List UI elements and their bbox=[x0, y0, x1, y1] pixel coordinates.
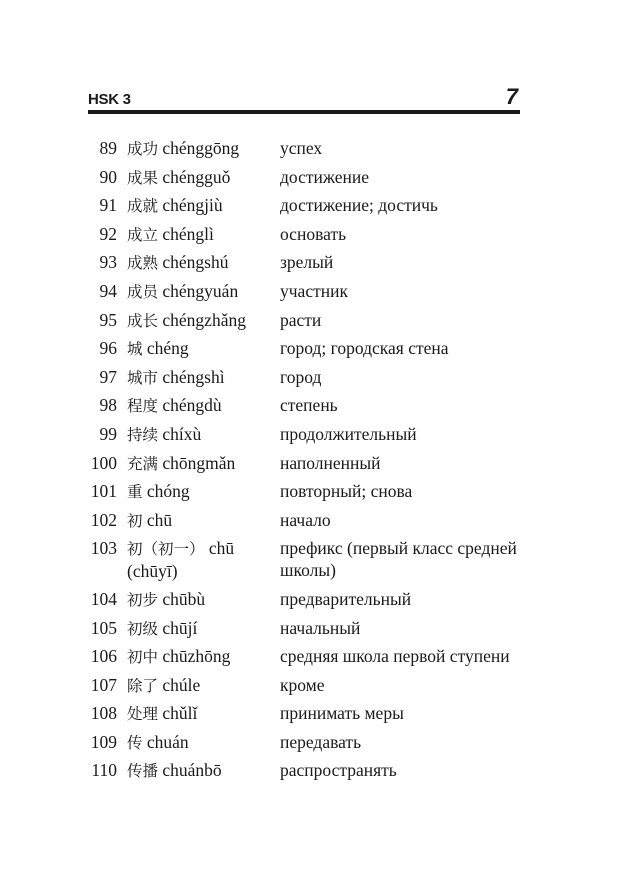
entry-hanzi: 重 bbox=[127, 483, 143, 502]
entry-word bbox=[117, 194, 278, 217]
entry-number: 93 bbox=[99, 252, 117, 273]
entry-pinyin: chéngshì bbox=[162, 366, 225, 387]
entry-word bbox=[117, 223, 278, 246]
entry-translation: распространять bbox=[280, 760, 397, 781]
entry-number: 90 bbox=[99, 166, 117, 187]
vocab-entry bbox=[88, 480, 520, 503]
vocab-entry bbox=[88, 617, 520, 640]
entry-number: 100 bbox=[90, 452, 117, 473]
running-header-label: HSK 3 bbox=[88, 91, 131, 108]
entry-pinyin: chéngzhǎng bbox=[162, 309, 246, 330]
entry-hanzi: 初（初一） bbox=[127, 540, 205, 559]
vocab-entry bbox=[88, 452, 520, 475]
entry-word bbox=[117, 251, 278, 274]
entry-word bbox=[117, 337, 278, 360]
entry-number: 106 bbox=[90, 646, 117, 667]
entry-number: 96 bbox=[99, 338, 117, 359]
entry-word bbox=[117, 645, 278, 668]
vocab-entry bbox=[88, 223, 520, 246]
entry-hanzi: 处理 bbox=[127, 705, 159, 724]
entry-pinyin: chūbù bbox=[162, 588, 206, 609]
vocab-entry bbox=[88, 423, 520, 446]
entry-translation: предварительный bbox=[280, 588, 412, 609]
vocab-entry bbox=[88, 280, 520, 303]
vocab-entry bbox=[88, 731, 520, 754]
vocab-entry bbox=[88, 137, 520, 160]
entry-translation: начальный bbox=[280, 617, 361, 638]
entry-translation: основать bbox=[280, 223, 347, 244]
entry-word bbox=[117, 731, 278, 754]
entry-translation: принимать меры bbox=[280, 703, 404, 724]
vocab-entry bbox=[88, 194, 520, 217]
entry-number: 110 bbox=[91, 760, 117, 781]
entry-number: 99 bbox=[99, 423, 117, 444]
vocabulary-list bbox=[88, 137, 520, 788]
entry-word bbox=[117, 137, 278, 160]
entry-number: 103 bbox=[90, 538, 117, 559]
entry-word bbox=[117, 702, 278, 725]
entry-translation: зрелый bbox=[280, 252, 334, 273]
entry-pinyin: chōngmǎn bbox=[162, 452, 236, 473]
entry-hanzi: 初步 bbox=[127, 590, 159, 609]
entry-hanzi: 成果 bbox=[127, 168, 159, 187]
entry-translation: город; городская стена bbox=[280, 338, 449, 359]
entry-hanzi: 初中 bbox=[127, 648, 159, 667]
entry-pinyin: chéng bbox=[146, 338, 189, 359]
entry-word bbox=[117, 759, 278, 782]
vocab-entry bbox=[88, 166, 520, 189]
entry-translation: достижение bbox=[280, 166, 369, 187]
entry-hanzi: 成长 bbox=[127, 311, 159, 330]
entry-pinyin: chéngguǒ bbox=[162, 166, 231, 187]
entry-pinyin: chénglì bbox=[162, 223, 214, 244]
entry-word bbox=[117, 394, 278, 417]
entry-pinyin: chóng bbox=[146, 481, 190, 502]
entry-number: 109 bbox=[90, 731, 117, 752]
entry-hanzi: 传 bbox=[127, 733, 143, 752]
entry-translation: средняя школа первой ступени bbox=[280, 646, 510, 667]
entry-translation: город bbox=[280, 366, 322, 387]
entry-pinyin: chǔlǐ bbox=[162, 703, 198, 724]
vocab-entry bbox=[88, 588, 520, 611]
entry-word bbox=[117, 509, 278, 532]
entry-pinyin: chéngshú bbox=[162, 252, 229, 273]
vocab-entry bbox=[88, 674, 520, 697]
vocab-entry bbox=[88, 537, 520, 582]
entry-hanzi: 城 bbox=[127, 340, 143, 359]
entry-pinyin: chénggōng bbox=[162, 138, 240, 158]
entry-hanzi: 城市 bbox=[127, 368, 159, 387]
entry-translation: успех bbox=[280, 138, 323, 158]
vocab-entry bbox=[88, 394, 520, 417]
entry-translation: кроме bbox=[280, 674, 325, 695]
entry-translation: передавать bbox=[280, 731, 362, 752]
entry-word bbox=[117, 617, 278, 640]
entry-word bbox=[117, 309, 278, 332]
entry-translation: продолжительный bbox=[280, 423, 417, 444]
entry-word bbox=[117, 674, 278, 697]
entry-hanzi: 成功 bbox=[127, 140, 159, 158]
entry-number: 94 bbox=[99, 280, 117, 301]
entry-word bbox=[117, 480, 278, 503]
entry-hanzi: 成员 bbox=[127, 282, 159, 301]
vocab-entry bbox=[88, 645, 520, 668]
entry-pinyin: chūzhōng bbox=[162, 646, 231, 667]
entry-number: 108 bbox=[90, 703, 117, 724]
entry-hanzi: 除了 bbox=[127, 676, 159, 695]
entry-number: 105 bbox=[90, 617, 117, 638]
entry-pinyin: chuánbō bbox=[162, 760, 222, 781]
entry-word bbox=[117, 537, 278, 582]
vocab-entry bbox=[88, 337, 520, 360]
entry-pinyin: chū (chūyī) bbox=[127, 538, 235, 582]
entry-hanzi: 传播 bbox=[127, 762, 159, 781]
entry-pinyin: chūjí bbox=[162, 617, 198, 638]
entry-translation: расти bbox=[280, 309, 322, 330]
entry-translation: достижение; достичь bbox=[280, 195, 438, 216]
entry-pinyin: chúle bbox=[162, 674, 201, 695]
entry-translation: префикс (первый класс средней школы) bbox=[280, 538, 517, 581]
entry-word bbox=[117, 423, 278, 446]
entry-word bbox=[117, 366, 278, 389]
entry-pinyin: chíxù bbox=[162, 423, 202, 444]
vocab-entry bbox=[88, 759, 520, 782]
entry-word bbox=[117, 452, 278, 475]
entry-word bbox=[117, 280, 278, 303]
vocab-entry bbox=[88, 251, 520, 274]
page-number: 7 bbox=[505, 84, 518, 109]
header-rule bbox=[88, 110, 520, 114]
entry-number: 101 bbox=[90, 481, 117, 502]
entry-translation: наполненный bbox=[280, 452, 381, 473]
entry-hanzi: 初 bbox=[127, 511, 143, 530]
entry-translation: повторный; снова bbox=[280, 481, 413, 502]
entry-pinyin: chū bbox=[146, 509, 173, 530]
entry-word bbox=[117, 166, 278, 189]
entry-hanzi: 持续 bbox=[127, 425, 159, 444]
entry-number: 91 bbox=[99, 195, 117, 216]
vocab-entry bbox=[88, 509, 520, 532]
page-header bbox=[88, 84, 520, 114]
entry-word bbox=[117, 588, 278, 611]
entry-translation: участник bbox=[280, 280, 348, 301]
entry-number: 98 bbox=[99, 395, 117, 416]
entry-hanzi: 成熟 bbox=[127, 254, 159, 273]
entry-number: 95 bbox=[99, 309, 117, 330]
entry-number: 92 bbox=[99, 223, 117, 244]
entry-pinyin: chéngjiù bbox=[162, 195, 223, 216]
entry-hanzi: 程度 bbox=[127, 397, 159, 416]
vocab-entry bbox=[88, 309, 520, 332]
entry-number: 97 bbox=[99, 366, 117, 387]
entry-hanzi: 充满 bbox=[127, 454, 159, 473]
entry-number: 102 bbox=[90, 509, 117, 530]
vocab-entry bbox=[88, 366, 520, 389]
entry-hanzi: 初级 bbox=[127, 619, 159, 638]
vocab-entry bbox=[88, 702, 520, 725]
entry-pinyin: chéngyuán bbox=[162, 280, 239, 301]
entry-translation: начало bbox=[280, 509, 331, 530]
entry-pinyin: chéngdù bbox=[162, 395, 222, 416]
entry-number: 89 bbox=[99, 138, 117, 158]
entry-hanzi: 成立 bbox=[127, 225, 159, 244]
entry-hanzi: 成就 bbox=[127, 197, 159, 216]
entry-number: 104 bbox=[90, 588, 117, 609]
entry-number: 107 bbox=[90, 674, 117, 695]
entry-pinyin: chuán bbox=[146, 731, 189, 752]
entry-translation: степень bbox=[280, 395, 338, 416]
